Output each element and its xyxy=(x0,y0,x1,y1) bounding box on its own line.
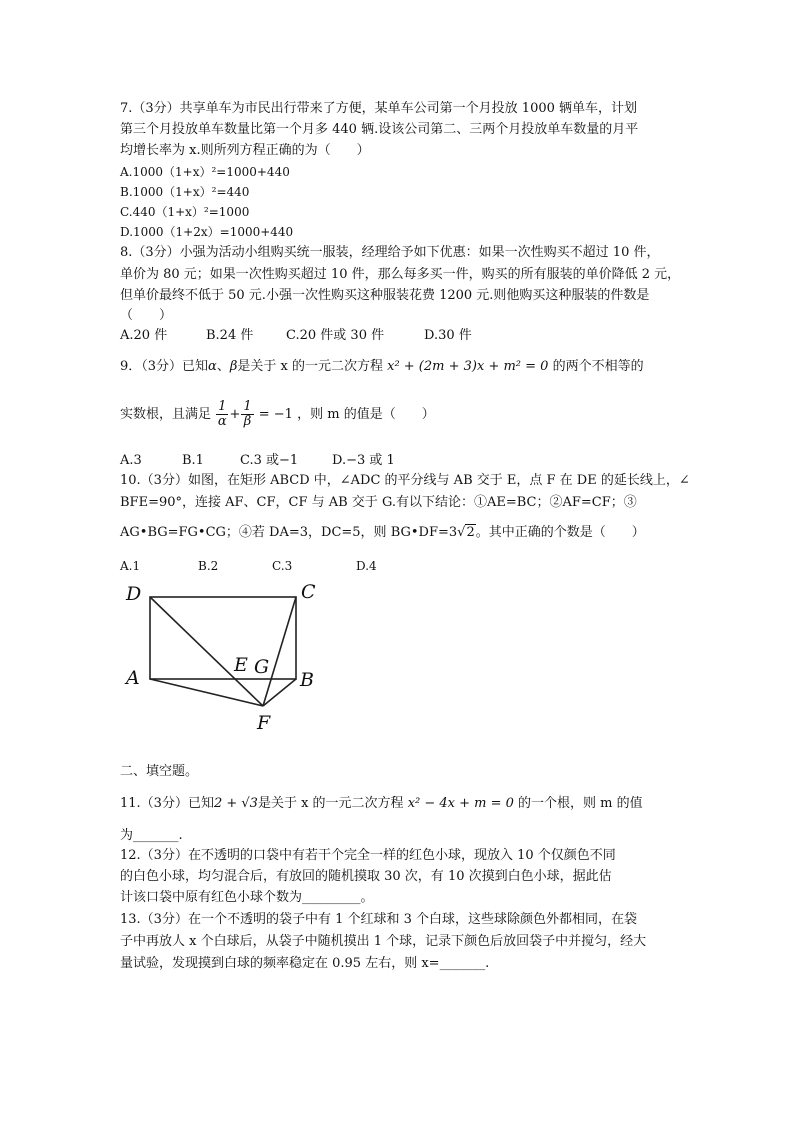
segment-df xyxy=(150,597,263,706)
q13-stem-line2: 子中再放人 x 个白球后，从袋子中随机摸出 1 个球，记录下颜色后放回袋子中并搅匀，经大 xyxy=(120,934,647,949)
q10-stem-line3 xyxy=(120,523,645,543)
q11-equation: x² − 4x + m = 0 xyxy=(407,796,514,811)
q11-b: 是关于 x 的一元二次方程 xyxy=(257,796,404,811)
q9-stem-line1 xyxy=(120,357,644,377)
sqrt-sign: √ xyxy=(457,525,466,540)
beta-symbol: β xyxy=(229,359,238,374)
q11-root: 2 + √3 xyxy=(213,796,258,811)
q10-coefficient: 3 xyxy=(448,525,458,540)
q9-equation: x² + (2m + 3)x + m² = 0 xyxy=(387,359,549,374)
segment-bf xyxy=(263,679,296,706)
q8-option-d: D.30 件 xyxy=(424,328,472,343)
label-e: E xyxy=(234,654,248,676)
q10-line3-b: 。其中正确的个数是（ ） xyxy=(475,525,645,540)
q8-option-c: C.20 件或 30 件 xyxy=(286,328,385,343)
q11-stem-line2: 为_______. xyxy=(120,828,183,843)
label-c: C xyxy=(301,581,316,603)
q9-option-a: A.3 xyxy=(120,453,142,468)
q11-stem-line1 xyxy=(120,794,643,814)
q10-option-d: D.4 xyxy=(356,559,377,573)
q9-sep: 、 xyxy=(216,359,230,374)
q8-option-a: A.20 件 xyxy=(120,328,168,343)
label-g: G xyxy=(254,656,270,678)
q12-stem-line2: 的白色小球，均匀混合后，有放回的随机摸取 30 次，有 10 次摸到白色小球，据此估 xyxy=(120,869,612,884)
label-d: D xyxy=(126,583,142,605)
q9-option-c: C.3 或−1 xyxy=(240,453,299,468)
q9-option-b: B.1 xyxy=(182,453,204,468)
q9-option-d: D.−3 或 1 xyxy=(332,453,395,468)
q10-option-a: A.1 xyxy=(120,559,141,573)
frac-numerator: 1 xyxy=(243,399,252,414)
q10-radicand: 2 xyxy=(466,525,475,540)
plus-sign: + xyxy=(229,407,241,422)
frac-denominator: α xyxy=(217,414,227,429)
q10-geometry-figure xyxy=(118,578,338,738)
q7-stem-line2: 第三个月投放单车数量比第一个月多 440 辆.设该公司第二、三两个月投放单车数量的月平 xyxy=(120,122,639,137)
q9-stem-a: 9．（3分）已知 xyxy=(120,359,209,374)
alpha-symbol: α xyxy=(208,359,217,374)
q9-stem-b: 是关于 x 的一元二次方程 xyxy=(237,359,383,374)
q7-option-a: A.1000（1+x）²=1000+440 xyxy=(120,165,290,179)
q10-option-c: C.3 xyxy=(272,559,293,573)
q9-line2-b: ，则 m 的值是（ ） xyxy=(297,407,435,422)
frac-numerator: 1 xyxy=(218,399,227,414)
q7-option-d: D.1000（1+2x）=1000+440 xyxy=(120,225,294,239)
q10-stem-line1: 10.（3分）如图，在矩形 ABCD 中，∠ADC 的平分线与 AB 交于 E，点 F 在 DE 的延长线上，∠ xyxy=(120,473,690,488)
q8-stem-line1: 8.（3分）小强为活动小组购买统一服装，经理给予如下优惠：如果一次性购买不超过 10 件， xyxy=(120,245,660,260)
q11-a: 11.（3分）已知 xyxy=(120,796,214,811)
q9-stem-line2 xyxy=(120,400,435,430)
q9-fraction-beta xyxy=(241,400,253,429)
q8-stem-line3: 但单价最终不低于 50 元.小强一次性购买这种服装花费 1200 元.则他购买这种服装的件数是 xyxy=(120,288,650,303)
q9-eq-rhs: = −1 xyxy=(258,407,293,422)
segment-cf xyxy=(263,597,296,706)
q9-fraction-alpha xyxy=(216,400,228,429)
q8-option-b: B.24 件 xyxy=(206,328,254,343)
q9-line2-a: 实数根，且满足 xyxy=(120,407,212,422)
q13-stem-line1: 13.（3分）在一个不透明的袋子中有 1 个红球和 3 个白球，这些球除颜色外都相同，在袋 xyxy=(120,912,638,927)
q10-line3-a: AG•BG=FG•CG；④若 DA=3，DC=5，则 BG•DF= xyxy=(120,525,449,540)
q9-stem-c: 的两个不相等的 xyxy=(552,359,644,374)
q10-option-b: B.2 xyxy=(198,559,219,573)
section-2-heading: 二、填空题。 xyxy=(120,764,199,779)
q8-stem-line4: （ ） xyxy=(120,308,173,323)
q10-stem-line2: BFE=90°，连接 AF、CF，CF 与 AB 交于 G.有以下结论：①AE=BC；②AF=CF；③ xyxy=(120,495,637,510)
frac-denominator: β xyxy=(243,414,252,429)
q7-stem-line3: 均增长率为 x.则所列方程正确的为（ ） xyxy=(120,143,370,158)
q7-option-c: C.440（1+x）²=1000 xyxy=(120,205,250,219)
label-f: F xyxy=(257,712,271,734)
q13-stem-line3: 量试验，发现摸到白球的频率稳定在 0.95 左右，则 x=_______. xyxy=(120,956,490,971)
q11-c: 的一个根，则 m 的值 xyxy=(518,796,643,811)
label-b: B xyxy=(300,669,314,691)
q12-stem-line3: 计该口袋中原有红色小球个数为_________。 xyxy=(120,890,374,905)
q7-stem-line1: 7.（3分）共享单车为市民出行带来了方便，某单车公司第一个月投放 1000 辆单车，计划 xyxy=(120,101,638,116)
q8-stem-line2: 单价为 80 元；如果一次性购买超过 10 件，那么每多买一件，购买的所有服装的单价降低 2 元， xyxy=(120,267,681,282)
label-a: A xyxy=(126,667,140,689)
segment-af xyxy=(150,679,263,706)
q12-stem-line1: 12.（3分）在不透明的口袋中有若干个完全一样的红色小球，现放入 10 个仅颜色不同 xyxy=(120,848,616,863)
q7-option-b: B.1000（1+x）²=440 xyxy=(120,185,250,199)
